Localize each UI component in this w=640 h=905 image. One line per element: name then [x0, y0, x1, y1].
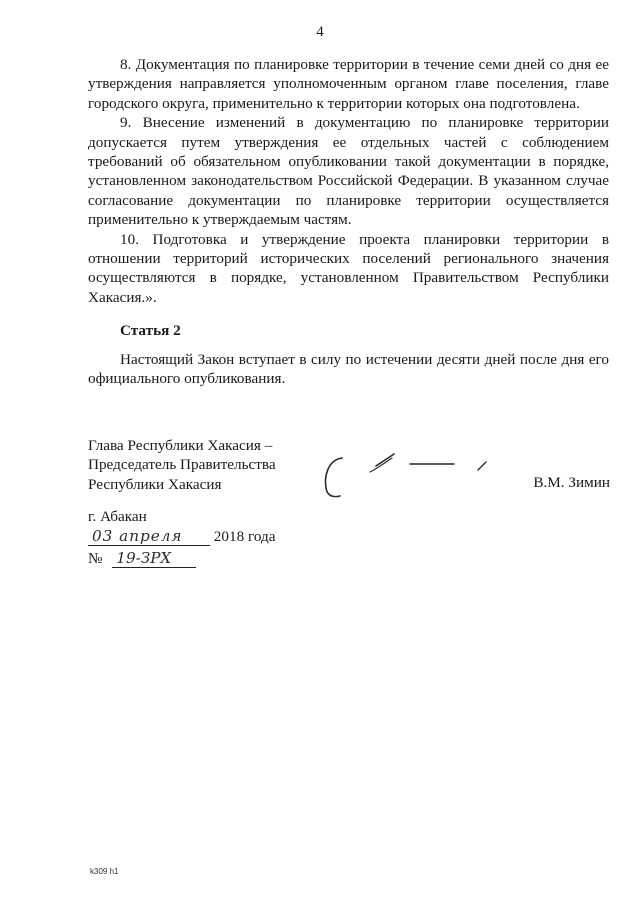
issue-date-handwritten: 03 апреля — [88, 527, 210, 546]
article-2-heading: Статья 2 — [120, 322, 181, 340]
paragraph-9: 9. Внесение изменений в документацию по планировке территории допускается путем утверждения ее отдельных частей с соблюдением требований об обязательном опубликовании такой документации в порядке, установленном законодательством Российской Федерации. В указанном случае согласование документации по планировке территории осуществляется применительно к утверждаемым частям. — [88, 114, 609, 229]
signatory-name: В.М. Зимин — [533, 474, 610, 491]
issue-year: 2018 года — [213, 528, 276, 545]
paragraph-10: 10. Подготовка и утверждение проекта планировки территории в отношении территорий исторических поселений регионального значения осуществляются в порядке, установленном Правительством Республики Хакасия.». — [88, 230, 609, 306]
signatory-title-line-2: Председатель Правительства — [88, 456, 276, 474]
issue-number-handwritten: 19-ЗРХ — [112, 549, 196, 568]
signatory-title — [88, 436, 276, 494]
issue-date-line — [88, 527, 275, 547]
footer-code: k309 h1 — [90, 867, 119, 876]
issue-number-prefix: № — [88, 550, 103, 567]
signatory-title-line-3: Республики Хакасия — [88, 475, 222, 493]
issue-number-line — [88, 549, 196, 569]
law-body — [88, 55, 609, 389]
handwritten-signature — [318, 448, 498, 502]
signatory-title-line-1: Глава Республики Хакасия – — [88, 437, 273, 454]
article-2-text: Настоящий Закон вступает в силу по истечении десяти дней после дня его официального опубликования. — [88, 350, 609, 388]
page-number: 4 — [316, 24, 324, 40]
paragraph-8: 8. Документация по планировке территории в течение семи дней со дня ее утверждения направляется уполномоченным органом главе поселения, главе городского округа, применительно к территории которых она подготовлена. — [88, 56, 609, 112]
issue-place: г. Абакан — [88, 508, 147, 525]
